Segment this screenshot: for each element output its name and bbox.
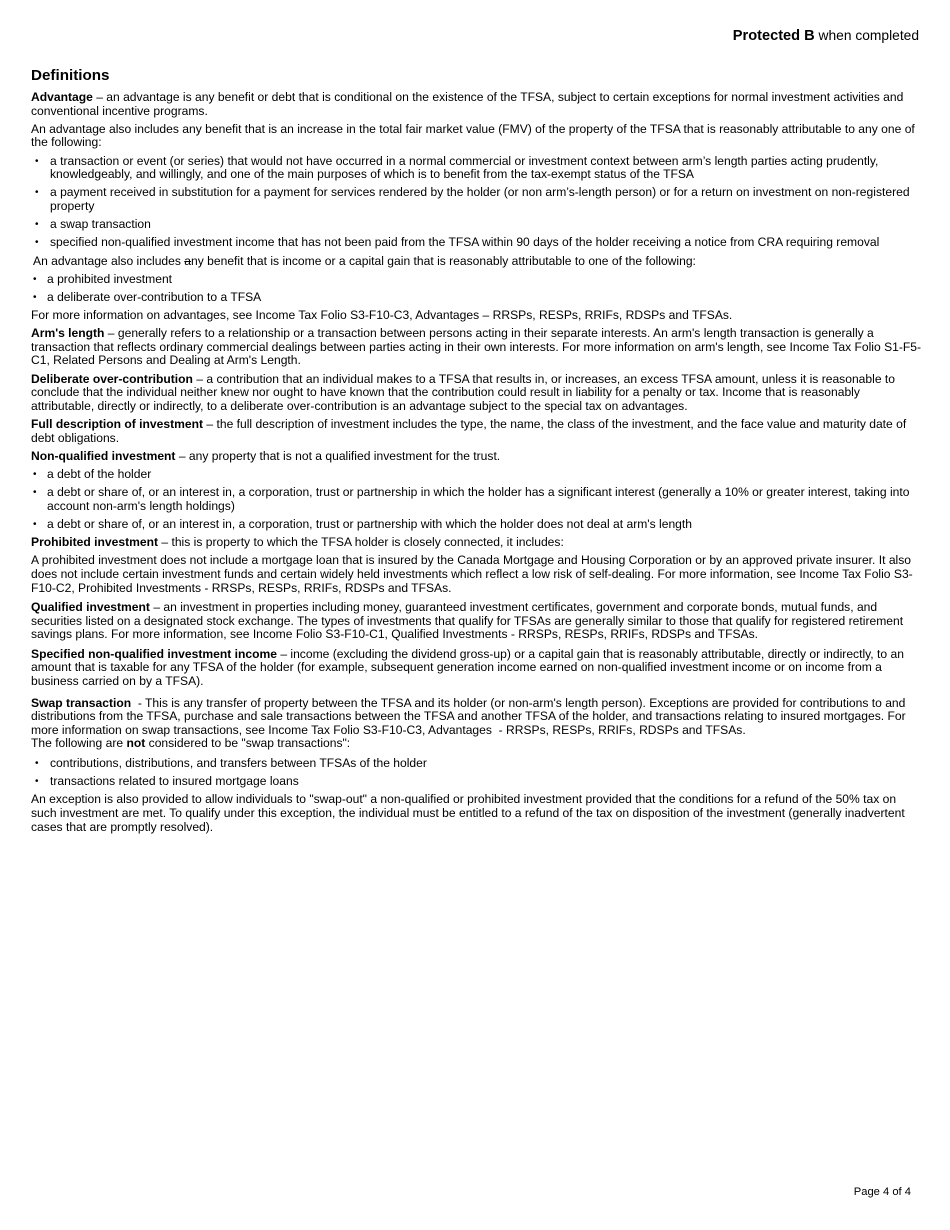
definition-advantage — [31, 91, 923, 118]
para3-post: ny benefit that is income or a capital gain that is reasonably attributable to one of the following: — [191, 253, 696, 268]
definition-non-qualified — [31, 450, 923, 464]
definition-text: – this is property to which the TFSA holder is closely connected, it includes: — [158, 535, 564, 550]
page-title: Definitions — [31, 67, 110, 84]
definition-text: – a contribution that an individual makes to a TFSA that results in, or increases, an excess TFSA amount, unless it is reasonable to conclude that the individual neither knew nor ought to have known that the contribution could result in liability for a penalty or tax. Income that is reasonably attributable, directly or indirectly, to a deliberate over-contribution is an advantage subject to the special tax on advantages. — [31, 371, 895, 413]
term-prohibited: Prohibited investment — [31, 535, 159, 550]
term-full-description: Full description of investment — [31, 417, 204, 431]
prohibited-para2: A prohibited investment does not include a mortgage loan that is insured by the Canada Mortgage and Housing Corporation or by an approved private insurer. It also does not include certain investment funds and certain widely held investments which reflect a low risk of self-dealing. For more information, see Income Tax Folio S3-F10-C2, Prohibited Investments - RRSPs, RESPs, RRIFs, RDSPs and TFSAs. — [31, 553, 913, 595]
term-advantage: Advantage — [31, 90, 93, 104]
advantage-para3 — [31, 255, 923, 269]
struck-text: a — [184, 253, 192, 268]
definition-specified — [31, 648, 923, 689]
swap-list — [31, 757, 923, 789]
definition-text: – an investment in properties including money, guaranteed investment certificates, government and corporate bonds, mutual funds, and securities listed on a designated stock exchange. The types of investments that qualify for TFSAs are generally similar to those that qualify for registered retirement savings plans. For more information, see Income Folio S3-F10-C1, Qualified Investments - RRSPs, RESPs, RRIFs, RDSPs and TFSAs. — [31, 600, 904, 642]
protected-label: Protected B — [732, 28, 815, 44]
definition-prohibited — [31, 536, 923, 550]
definition-text: – income (excluding the dividend gross-up) or a capital gain that is reasonably attributable, directly or indirectly, to an amount that is taxable for any TFSA of the holder (for example, subsequent generation income earned on non-qualified investment income or on income from a business carried on by a TFSA). — [31, 646, 904, 689]
advantage-list-2 — [31, 273, 923, 305]
term-deliberate: Deliberate over-contribution — [31, 371, 193, 386]
following-post: considered to be "swap transactions": — [145, 736, 351, 751]
following-bold: not — [126, 736, 146, 751]
definition-text: – the full description of investment includes the type, the name, the class of the investment, and the face value and maturity date of debt obligations. — [31, 417, 907, 445]
list-item: • a swap transaction — [31, 218, 923, 232]
swap-following — [31, 737, 923, 751]
protected-b-header — [733, 29, 919, 44]
definition-text: – any property that is not a qualified investment for the trust. — [175, 448, 501, 463]
term-swap: Swap transaction — [31, 695, 132, 710]
page-number: Page 4 of 4 — [853, 1186, 911, 1198]
definition-deliberate-over-contribution — [31, 373, 923, 414]
list-item: • transactions related to insured mortgage loans — [31, 775, 923, 789]
definitions-section — [31, 67, 923, 839]
advantage-list-1 — [31, 155, 923, 250]
list-item: • a debt of the holder — [31, 468, 923, 482]
list-item: • a transaction or event (or series) that would not have occurred in a normal commercial or investment context between arm’s length parties acting prudently, knowledgeably, and willingly, and one of the main purposes of which is to benefit from the tax-exempt status of the TFSA — [31, 155, 923, 182]
definition-swap — [31, 697, 923, 738]
term-arms-length: Arm's length — [31, 326, 105, 341]
advantage-para2: An advantage also includes any benefit that is an increase in the total fair market value (FMV) of the property of the TFSA that is reasonably attributable to any one of the following: — [31, 121, 915, 150]
term-specified: Specified non-qualified investment income — [31, 646, 277, 661]
following-pre: The following are — [31, 736, 127, 751]
definition-full-description — [31, 418, 923, 445]
list-item: • a deliberate over-contribution to a TFSA — [31, 291, 923, 305]
term-non-qualified: Non-qualified investment — [31, 448, 176, 463]
list-item: • a debt or share of, or an interest in, a corporation, trust or partnership with which the holder does not deal at arm's length — [31, 518, 923, 532]
definition-qualified — [31, 601, 923, 642]
protected-suffix: when completed — [814, 28, 919, 43]
term-qualified: Qualified investment — [31, 600, 150, 615]
list-item: • a debt or share of, or an interest in, a corporation, trust or partnership in which the holder has a significant interest (generally a 10% or greater interest, taking into account non-arm's length holdings) — [31, 486, 923, 513]
list-item: • contributions, distributions, and transfers between TFSAs of the holder — [31, 757, 923, 771]
definition-text: – generally refers to a relationship or a transaction between persons acting in their separate interests. An arm's length transaction is generally a transaction that reflects ordinary commercial dealings between parties acting in their own interests. For more information on arm's length, see Income Tax Folio S1-F5-C1, Related Persons and Dealing at Arm's Length. — [31, 326, 922, 368]
definition-text: – an advantage is any benefit or debt that is conditional on the existence of the TFSA, subject to certain exceptions for normal investment activities and conventional incentive programs. — [31, 90, 904, 118]
definition-text: - This is any transfer of property between the TFSA and its holder (or non-arm's length person). Exceptions are provided for contributions to and distributions from the TFSA, purchase and sale transactions between the TFSA and another TFSA of the holder, and transactions relating to insured mortgages. For more information on swap transactions, see Income Tax Folio S3-F10-C3, Advantages - RRSPs, RESPs, RRIFs, RDSPs and TFSAs. — [31, 695, 909, 737]
list-item: • a payment received in substitution for a payment for services rendered by the holder (or non arm’s-length person) or for a return on investment on non-registered property — [31, 186, 923, 213]
para3-pre: An advantage also includes — [33, 253, 185, 268]
list-item: • specified non-qualified investment income that has not been paid from the TFSA within 90 days of the holder receiving a notice from CRA requiring removal — [31, 236, 923, 250]
advantage-para4: For more information on advantages, see Income Tax Folio S3-F10-C3, Advantages – RRSPs, RESPs, RRIFs, RDSPs and TFSAs. — [31, 308, 733, 323]
swap-exception: An exception is also provided to allow individuals to "swap-out" a non-qualified or prohibited investment provided that the conditions for a refund of the 50% tax on such investment are met. To qualify under this exception, the individual must be entitled to a refund of the tax on disposition of the investment (generally inadvertent cases that are promptly resolved). — [31, 792, 905, 834]
non-qualified-list — [31, 468, 923, 532]
list-item: • a prohibited investment — [31, 273, 923, 287]
definition-arms-length — [31, 327, 923, 368]
